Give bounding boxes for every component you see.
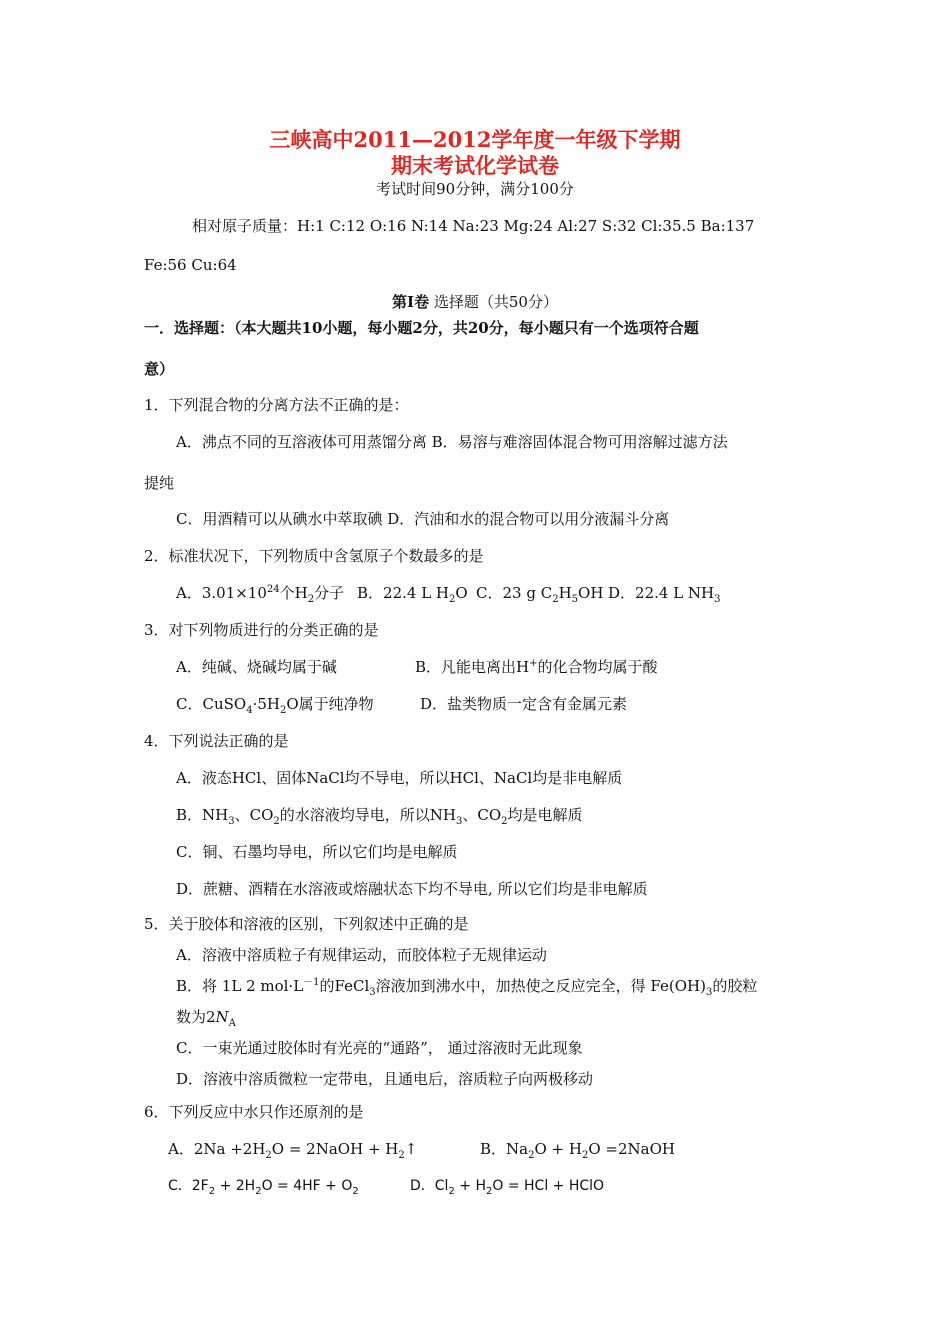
q6-option-a: A．$2Na +2H_2O$ = 2NaOH + $H_2↑$: [168, 1140, 418, 1161]
q2-option-a: A．$3.01\times 10^{24}$个$H_2$分子: [176, 584, 345, 605]
atomic-mass-line1: 相对原子质量：H:1 C:12 O:16 N:14 Na:23 Mg:24 Al:27 S:32 Cl:35.5 Ba:137: [192, 217, 755, 235]
q1-options-ab: A．沸点不同的互溶液体可用蒸馏分离 B．易溶与难溶固体混合物可用溶解过滤方法: [176, 433, 728, 451]
part1-heading: 一．选择题：（本大题共10小题，每小题2分，共20分，每小题只有一个选项符合题: [144, 319, 699, 337]
q2-option-b: B．22.4 L $H_2O$: [357, 584, 468, 605]
q2-option-d: D．22.4 L $NH_3$: [608, 584, 721, 605]
q5-option-b-cont: 数为$2N_A$: [176, 1008, 236, 1029]
q1-options-ab-cont: 提纯: [144, 474, 175, 492]
exam-title-line2: 期末考试化学试卷: [391, 153, 559, 178]
q6-stem: 6．下列反应中水只作还原剂的是: [144, 1103, 364, 1121]
q6-option-b: B．$Na_2O + H_2O$ =2NaOH: [480, 1140, 675, 1161]
q4-option-d: D．蔗糖、酒精在水溶液或熔融状态下均不导电, 所以它们均是非电解质: [176, 880, 648, 898]
volume-title-rest: 选择题（共50分）: [433, 293, 558, 311]
q3-option-a: A．纯碱、烧碱均属于碱: [176, 658, 337, 676]
q6-option-c: C．$2F_2 + 2H_2O = 4HF + O_2$: [168, 1178, 359, 1197]
q4-option-b: B．$NH_3$、$CO_2$的水溶液均导电，所以$NH_3$、$CO_2$均是电解质: [176, 806, 583, 827]
q5-option-a: A．溶液中溶质粒子有规律运动，而胶体粒子无规律运动: [176, 946, 547, 964]
q3-option-c: C．$CuSO_4\cdot 5H_2O$属于纯净物: [176, 695, 374, 716]
q2-stem: 2．标准状况下，下列物质中含氢原子个数最多的是: [144, 547, 484, 565]
q4-option-a: A．液态HCl、固体NaCl均不导电，所以HCl、NaCl均是非电解质: [176, 769, 623, 787]
q5-option-c: C．一束光通过胶体时有光亮的“通路”， 通过溶液时无此现象: [176, 1039, 583, 1057]
q4-stem: 4．下列说法正确的是: [144, 732, 289, 750]
q1-stem: 1．下列混合物的分离方法不正确的是：: [144, 396, 409, 414]
q6-option-d: D．$Cl_2 + H_2O$ = HCl + HClO: [410, 1178, 605, 1197]
q3-stem: 3．对下列物质进行的分类正确的是: [144, 621, 379, 639]
q3-option-b: B．凡能电离出H+的化合物均属于酸: [415, 658, 658, 676]
atomic-mass-line2: Fe:56 Cu:64: [144, 256, 237, 274]
q3-option-d: D．盐类物质一定含有金属元素: [420, 695, 628, 713]
volume-title: [0, 291, 950, 312]
q4-option-c: C．铜、石墨均导电，所以它们均是电解质: [176, 843, 458, 861]
q5-option-b: B．将 1L 2 $mol\cdot L^{-1}$的FeCl$_3$溶液加到沸水中，加热使之反应完全，得 $Fe(OH)_3$的胶粒: [176, 977, 758, 998]
q1-options-cd: C．用酒精可以从碘水中萃取碘 D．汽油和水的混合物可以用分液漏斗分离: [176, 510, 670, 528]
exam-title-line1: 三峡高中2011—2012学年度一年级下学期: [269, 127, 681, 152]
exam-info: 考试时间90分钟，满分100分: [376, 180, 574, 198]
q5-option-d: D．溶液中溶质微粒一定带电，且通电后，溶质粒子向两极移动: [176, 1070, 594, 1088]
volume-title-bold: 第Ⅰ卷: [392, 293, 430, 311]
part1-heading-cont: 意）: [144, 360, 175, 378]
q2-option-c: C．23 g $C_2H_5OH$: [476, 584, 604, 605]
q5-stem: 5．关于胶体和溶液的区别，下列叙述中正确的是: [144, 915, 469, 933]
